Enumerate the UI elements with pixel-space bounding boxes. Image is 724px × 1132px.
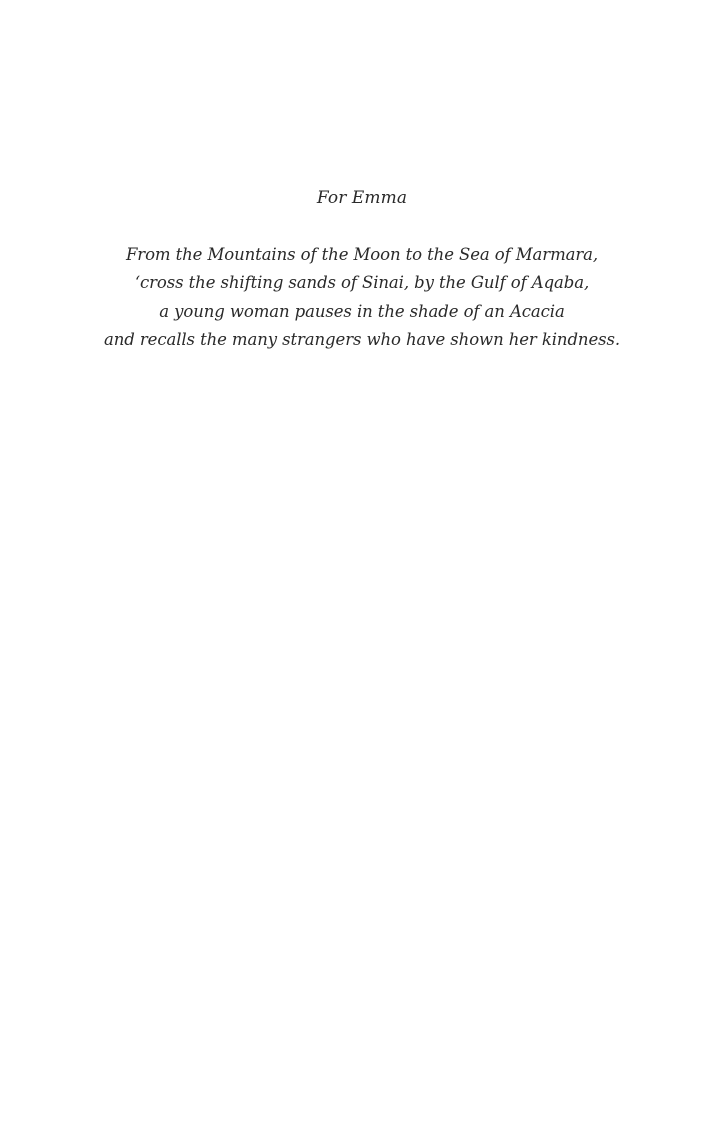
poem-line: ‘cross the shifting sands of Sinai, by the Gulf of Aqaba,	[134, 273, 590, 293]
dedication-text: For Emma	[316, 188, 408, 208]
poem-line: From the Mountains of the Moon to the Sea of Marmara,	[125, 245, 599, 264]
epigraph-poem	[0, 241, 724, 354]
poem-line: a young woman pauses in the shade of an Acacia	[159, 301, 565, 321]
dedication-block	[0, 186, 724, 354]
poem-line: and recalls the many strangers who have shown her kindness.	[104, 329, 620, 349]
